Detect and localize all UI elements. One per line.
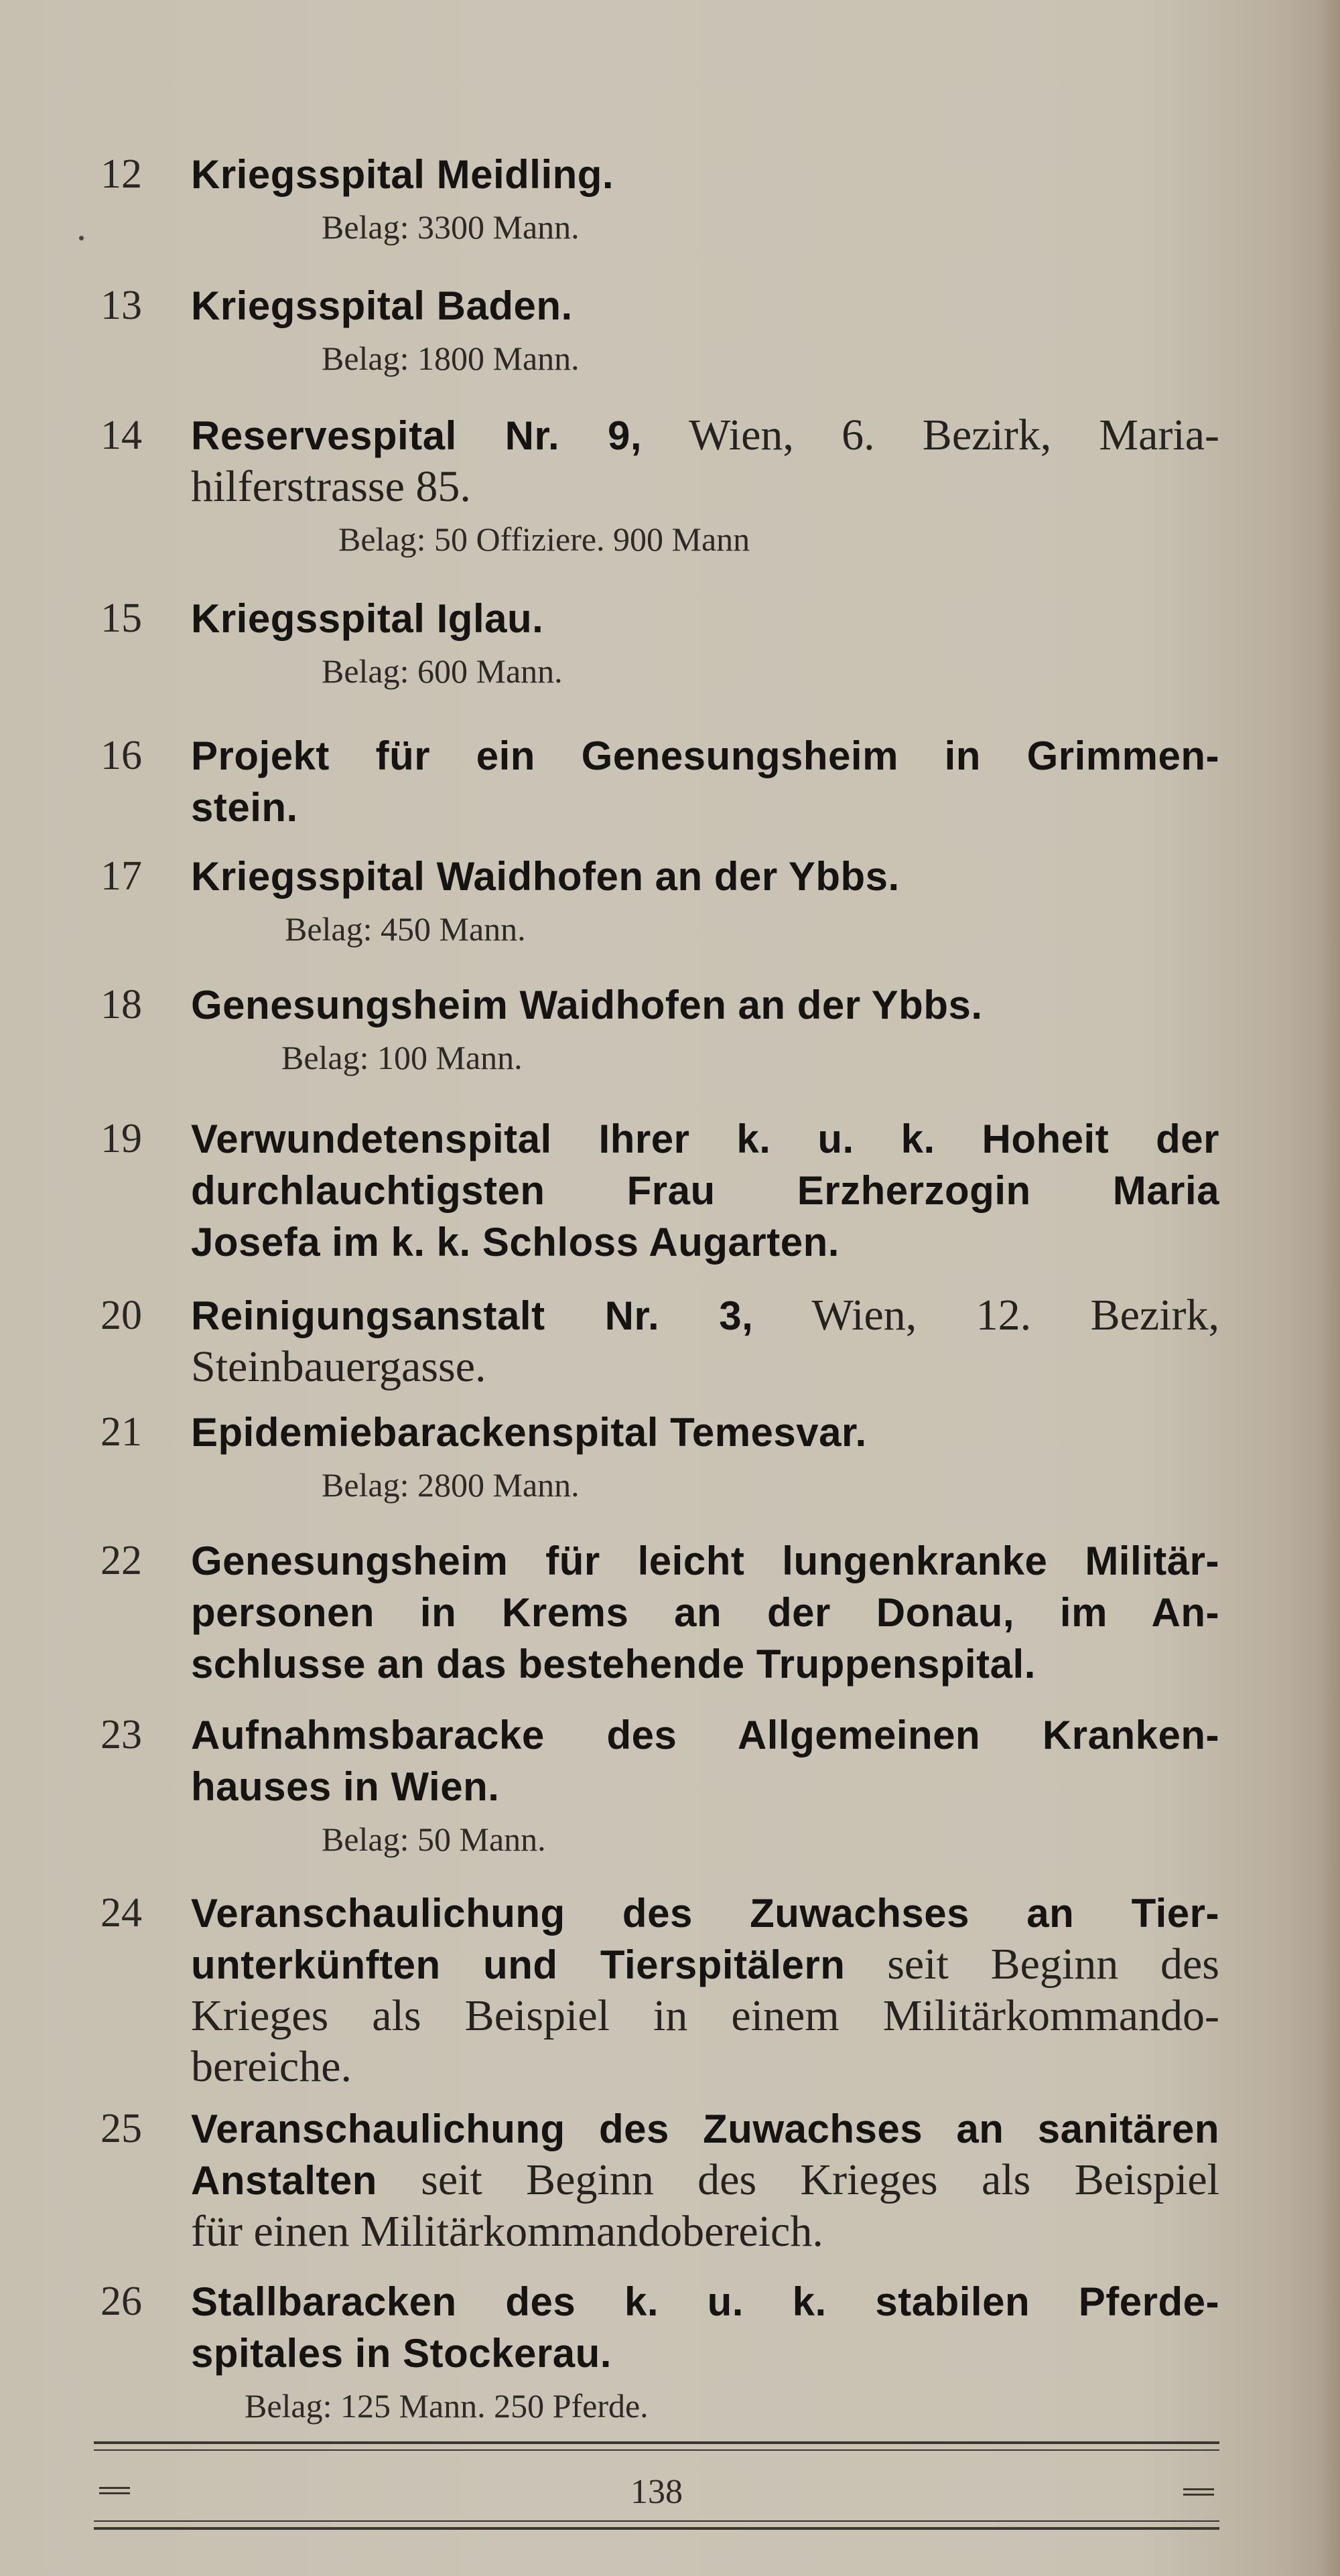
entry-belag: Belag: 600 Mann.	[322, 652, 563, 690]
entry-number: 19	[100, 1116, 142, 1161]
entry-belag: Belag: 1800 Mann.	[322, 340, 580, 377]
entry-title: Josefa im k. k. Schloss Augarten.	[191, 1220, 840, 1265]
entry-number: 20	[100, 1293, 142, 1338]
entry-text: Wien, 12. Bezirk,	[753, 1291, 1220, 1340]
entry-number: 25	[100, 2106, 142, 2151]
footer-dash-right	[1183, 2488, 1214, 2490]
entry-belag: Belag: 50 Offiziere. 900 Mann	[338, 520, 750, 558]
list-item	[100, 1290, 1219, 1392]
entry-title: stein.	[191, 785, 298, 830]
entry-text: seit Beginn des	[845, 1940, 1219, 1989]
entry-title: spitales in Stockerau.	[191, 2331, 612, 2376]
list-item	[100, 1407, 1219, 1505]
list-item	[100, 410, 1219, 559]
entry-number: 21	[100, 1409, 142, 1455]
entry-title: Kriegsspital Baden.	[191, 283, 573, 328]
list-item	[100, 979, 1219, 1078]
list-item	[100, 2103, 1219, 2257]
list-item	[100, 280, 1219, 378]
page-footer	[94, 2441, 1219, 2522]
entry-title: Veranschaulichung des Zuwachses an Tier-	[191, 1891, 1219, 1936]
entry-number: 12	[100, 151, 142, 197]
entry-text: Krieges als Beispiel in einem Militärkommando-	[191, 1991, 1219, 2040]
list-item	[100, 1535, 1219, 1690]
entry-title: Reinigungsanstalt Nr. 3,	[191, 1293, 754, 1338]
entry-text: für einen Militärkommandobereich.	[191, 2207, 823, 2256]
entry-number: 18	[100, 982, 142, 1027]
entry-text: seit Beginn des Krieges als Beispiel	[377, 2155, 1219, 2204]
entry-title: Anstalten	[191, 2158, 377, 2203]
entry-title: Kriegsspital Meidling.	[191, 152, 614, 197]
footer-dash-right	[1183, 2494, 1214, 2496]
entry-text: Steinbauergasse.	[191, 1342, 486, 1391]
entry-title: schlusse an das bestehende Truppenspital.	[191, 1642, 1036, 1687]
entry-title: Genesungsheim für leicht lungenkranke Militär-	[191, 1539, 1219, 1583]
entry-text: Wien, 6. Bezirk, Maria-	[642, 411, 1219, 459]
list-item	[100, 1709, 1219, 1859]
entry-text: bereiche.	[191, 2042, 352, 2091]
entry-number: 26	[100, 2279, 142, 2324]
entry-text: hilferstrasse 85.	[191, 462, 471, 511]
entry-number: 15	[100, 595, 142, 641]
list-item	[100, 730, 1219, 833]
footer-rule-top-thin	[94, 2449, 1219, 2451]
paper-speck	[79, 236, 84, 240]
entry-title: Kriegsspital Waidhofen an der Ybbs.	[191, 854, 900, 899]
entry-number: 23	[100, 1712, 142, 1758]
entry-number: 17	[100, 853, 142, 899]
entry-title: Veranschaulichung des Zuwachses an sanitären	[191, 2106, 1219, 2151]
entry-number: 13	[100, 283, 142, 328]
entry-title: Stallbaracken des k. u. k. stabilen Pferde-	[191, 2279, 1219, 2324]
entry-belag: Belag: 100 Mann.	[281, 1039, 523, 1076]
list-item	[100, 149, 1219, 247]
footer-rule-top	[94, 2441, 1219, 2444]
entry-title: Genesungsheim Waidhofen an der Ybbs.	[191, 983, 983, 1027]
entry-title: unterkünften und Tierspitälern	[191, 1942, 846, 1987]
entry-title: Epidemiebarackenspital Temesvar.	[191, 1410, 867, 1455]
list-item	[100, 2276, 1219, 2426]
entry-number: 14	[100, 413, 142, 458]
entry-title: Projekt für ein Genesungsheim in Grimmen-	[191, 733, 1219, 778]
entry-belag: Belag: 450 Mann.	[285, 910, 526, 948]
list-item	[100, 593, 1219, 691]
entry-number: 22	[100, 1538, 142, 1583]
entry-title: durchlauchtigsten Frau Erzherzogin Maria	[191, 1168, 1219, 1213]
entry-belag: Belag: 50 Mann.	[322, 1820, 546, 1858]
entry-title: Kriegsspital Iglau.	[191, 596, 544, 641]
entry-number: 16	[100, 733, 142, 778]
entry-number: 24	[100, 1890, 142, 1936]
footer-rule-bottom	[94, 2527, 1219, 2530]
list-item	[100, 851, 1219, 949]
footer-rule-bottom-thin	[94, 2520, 1219, 2522]
list-item	[100, 1887, 1219, 2092]
entry-title: Verwundetenspital Ihrer k. u. k. Hoheit der	[191, 1117, 1219, 1161]
entry-belag: Belag: 3300 Mann.	[322, 208, 580, 246]
list-item	[100, 1113, 1219, 1268]
entry-belag: Belag: 125 Mann. 250 Pferde.	[245, 2387, 649, 2425]
entry-belag: Belag: 2800 Mann.	[322, 1466, 580, 1504]
entry-title: hauses in Wien.	[191, 1764, 500, 1809]
entry-title: personen in Krems an der Donau, im An-	[191, 1590, 1219, 1635]
page-number: 138	[630, 2473, 683, 2511]
entry-title: Reservespital Nr. 9,	[191, 413, 643, 458]
entry-title: Aufnahmsbaracke des Allgemeinen Kranken-	[191, 1713, 1219, 1758]
